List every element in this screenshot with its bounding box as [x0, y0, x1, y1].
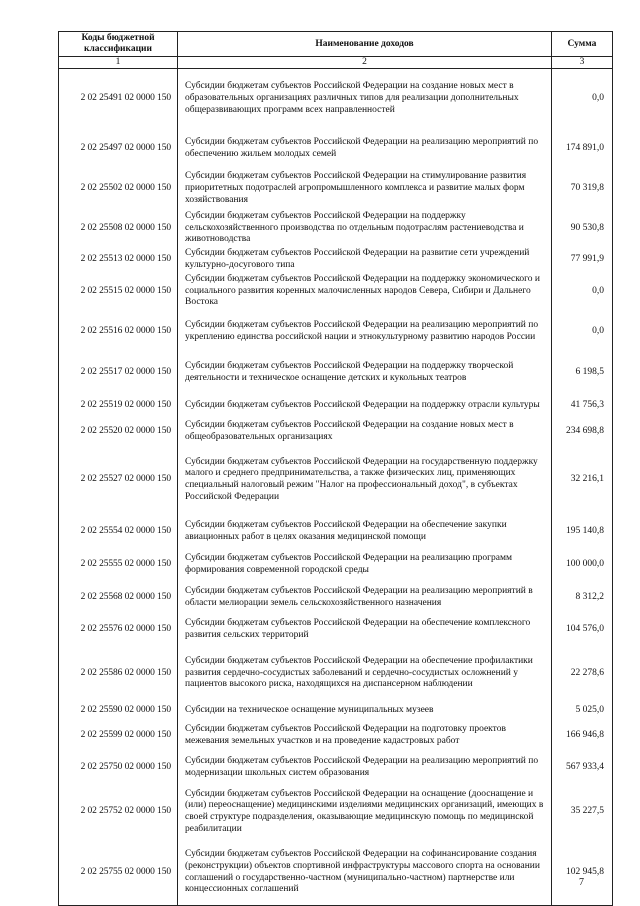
column-number-row — [59, 57, 613, 69]
table-row — [59, 549, 613, 582]
row-name: Субсидии бюджетам субъектов Российской Федерации на софинансирование создания (реконструкции) объектов спортивной инфраструктуры массового спорта на основании соглашений о государственно-частном (муниципально-частном) партнерстве или концессионных соглашений — [178, 841, 552, 906]
header-amount: Сумма — [552, 32, 613, 57]
row-amount: 195 140,8 — [552, 516, 613, 549]
row-amount: 6 198,5 — [552, 353, 613, 393]
column-number-3: 3 — [552, 57, 613, 69]
table-row — [59, 69, 613, 129]
row-amount: 32 216,1 — [552, 445, 613, 516]
row-amount: 41 756,3 — [552, 393, 613, 419]
row-name: Субсидии бюджетам субъектов Российской Федерации на создание новых мест в общеобразовательных организациях — [178, 419, 552, 445]
table-row — [59, 615, 613, 646]
row-code: 2 02 25497 02 0000 150 — [59, 129, 178, 169]
table-row — [59, 353, 613, 393]
row-name: Субсидии на техническое оснащение муниципальных музеев — [178, 702, 552, 720]
row-code: 2 02 25755 02 0000 150 — [59, 841, 178, 906]
row-name: Субсидии бюджетам субъектов Российской Федерации на реализацию мероприятий по укреплению единства российской нации и этнокультурному развитию народов России — [178, 312, 552, 353]
table-row — [59, 272, 613, 312]
row-amount: 234 698,8 — [552, 419, 613, 445]
row-code: 2 02 25599 02 0000 150 — [59, 720, 178, 752]
row-name: Субсидии бюджетам субъектов Российской Федерации на развитие сети учреждений культурно-досугового типа — [178, 248, 552, 272]
row-amount: 77 991,9 — [552, 248, 613, 272]
table-row — [59, 248, 613, 272]
table-row — [59, 646, 613, 702]
table-row — [59, 129, 613, 169]
row-code: 2 02 25568 02 0000 150 — [59, 582, 178, 615]
row-amount: 102 945,8 — [552, 841, 613, 906]
row-name: Субсидии бюджетам субъектов Российской Федерации на оснащение (дооснащение и (или) переоснащение) медицинскими изделиями медицинских организаций, имеющих в своей структуре подразделения, оказывающие медицинскую помощь по медицинской реабилитации — [178, 784, 552, 841]
row-amount: 567 933,4 — [552, 752, 613, 784]
row-code: 2 02 25520 02 0000 150 — [59, 419, 178, 445]
table-row — [59, 445, 613, 516]
revenue-table — [58, 31, 613, 906]
row-code: 2 02 25576 02 0000 150 — [59, 615, 178, 646]
header-name: Наименование доходов — [178, 32, 552, 57]
column-number-1: 1 — [59, 57, 178, 69]
column-number-2: 2 — [178, 57, 552, 69]
row-amount: 5 025,0 — [552, 702, 613, 720]
row-name: Субсидии бюджетам субъектов Российской Федерации на реализацию программ формирования современной городской среды — [178, 549, 552, 582]
row-name: Субсидии бюджетам субъектов Российской Федерации на обеспечение профилактики развития сердечно-сосудистых заболеваний и сердечно-сосудистых осложнений у пациентов высокого риска, находящихся на диспансерном наблюдении — [178, 646, 552, 702]
table-body — [59, 69, 613, 906]
table-row — [59, 210, 613, 248]
row-code: 2 02 25752 02 0000 150 — [59, 784, 178, 841]
row-amount: 166 946,8 — [552, 720, 613, 752]
row-name: Субсидии бюджетам субъектов Российской Федерации на поддержку сельскохозяйственного производства по отдельным подотраслям растениеводства и животноводства — [178, 210, 552, 248]
row-name: Субсидии бюджетам субъектов Российской Федерации на государственную поддержку малого и среднего предпринимательства, а также физических лиц, применяющих специальный налоговый режим "Налог на профессиональный доход", в субъектах Российской Федерации — [178, 445, 552, 516]
table-header-row — [59, 32, 613, 57]
table-row — [59, 702, 613, 720]
row-code: 2 02 25508 02 0000 150 — [59, 210, 178, 248]
row-amount: 100 000,0 — [552, 549, 613, 582]
row-amount: 0,0 — [552, 69, 613, 129]
table-row — [59, 312, 613, 353]
row-name: Субсидии бюджетам субъектов Российской Федерации на реализацию мероприятий по модернизации школьных систем образования — [178, 752, 552, 784]
row-name: Субсидии бюджетам субъектов Российской Федерации на реализацию мероприятий по обеспечению жильем молодых семей — [178, 129, 552, 169]
row-code: 2 02 25527 02 0000 150 — [59, 445, 178, 516]
row-name: Субсидии бюджетам субъектов Российской Федерации на обеспечение закупки авиационных работ в целях оказания медицинской помощи — [178, 516, 552, 549]
row-amount: 22 278,6 — [552, 646, 613, 702]
row-code: 2 02 25502 02 0000 150 — [59, 169, 178, 210]
table-row — [59, 752, 613, 784]
row-name: Субсидии бюджетам субъектов Российской Федерации на поддержку экономического и социального развития коренных малочисленных народов Севера, Сибири и Дальнего Востока — [178, 272, 552, 312]
row-name: Субсидии бюджетам субъектов Российской Федерации на создание новых мест в образовательных организациях различных типов для реализации дополнительных общеразвивающих программ всех направленностей — [178, 69, 552, 129]
table-row — [59, 582, 613, 615]
row-code: 2 02 25517 02 0000 150 — [59, 353, 178, 393]
row-code: 2 02 25513 02 0000 150 — [59, 248, 178, 272]
row-name: Субсидии бюджетам субъектов Российской Федерации на поддержку творческой деятельности и техническое оснащение детских и кукольных театров — [178, 353, 552, 393]
table-row — [59, 784, 613, 841]
row-code: 2 02 25750 02 0000 150 — [59, 752, 178, 784]
row-amount: 70 319,8 — [552, 169, 613, 210]
row-amount: 90 530,8 — [552, 210, 613, 248]
row-name: Субсидии бюджетам субъектов Российской Федерации на подготовку проектов межевания земельных участков и на проведение кадастровых работ — [178, 720, 552, 752]
row-amount: 0,0 — [552, 272, 613, 312]
table-row — [59, 720, 613, 752]
row-name: Субсидии бюджетам субъектов Российской Федерации на реализацию мероприятий в области мелиорации земель сельскохозяйственного назначения — [178, 582, 552, 615]
row-amount: 35 227,5 — [552, 784, 613, 841]
row-code: 2 02 25519 02 0000 150 — [59, 393, 178, 419]
header-code: Коды бюджетной классификации — [59, 32, 178, 57]
row-code: 2 02 25590 02 0000 150 — [59, 702, 178, 720]
row-name: Субсидии бюджетам субъектов Российской Федерации на обеспечение комплексного развития сельских территорий — [178, 615, 552, 646]
row-amount: 8 312,2 — [552, 582, 613, 615]
row-code: 2 02 25516 02 0000 150 — [59, 312, 178, 353]
table-row — [59, 419, 613, 445]
row-code: 2 02 25555 02 0000 150 — [59, 549, 178, 582]
row-code: 2 02 25515 02 0000 150 — [59, 272, 178, 312]
table-row — [59, 393, 613, 419]
row-code: 2 02 25586 02 0000 150 — [59, 646, 178, 702]
row-name: Субсидии бюджетам субъектов Российской Федерации на поддержку отрасли культуры — [178, 393, 552, 419]
row-code: 2 02 25491 02 0000 150 — [59, 69, 178, 129]
row-amount: 0,0 — [552, 312, 613, 353]
table-row — [59, 841, 613, 906]
row-code: 2 02 25554 02 0000 150 — [59, 516, 178, 549]
row-amount: 104 576,0 — [552, 615, 613, 646]
table-row — [59, 169, 613, 210]
row-amount: 174 891,0 — [552, 129, 613, 169]
table-row — [59, 516, 613, 549]
row-name: Субсидии бюджетам субъектов Российской Федерации на стимулирование развития приоритетных подотраслей агропромышленного комплекса и развитие малых форм хозяйствования — [178, 169, 552, 210]
page-number: 7 — [579, 877, 584, 888]
